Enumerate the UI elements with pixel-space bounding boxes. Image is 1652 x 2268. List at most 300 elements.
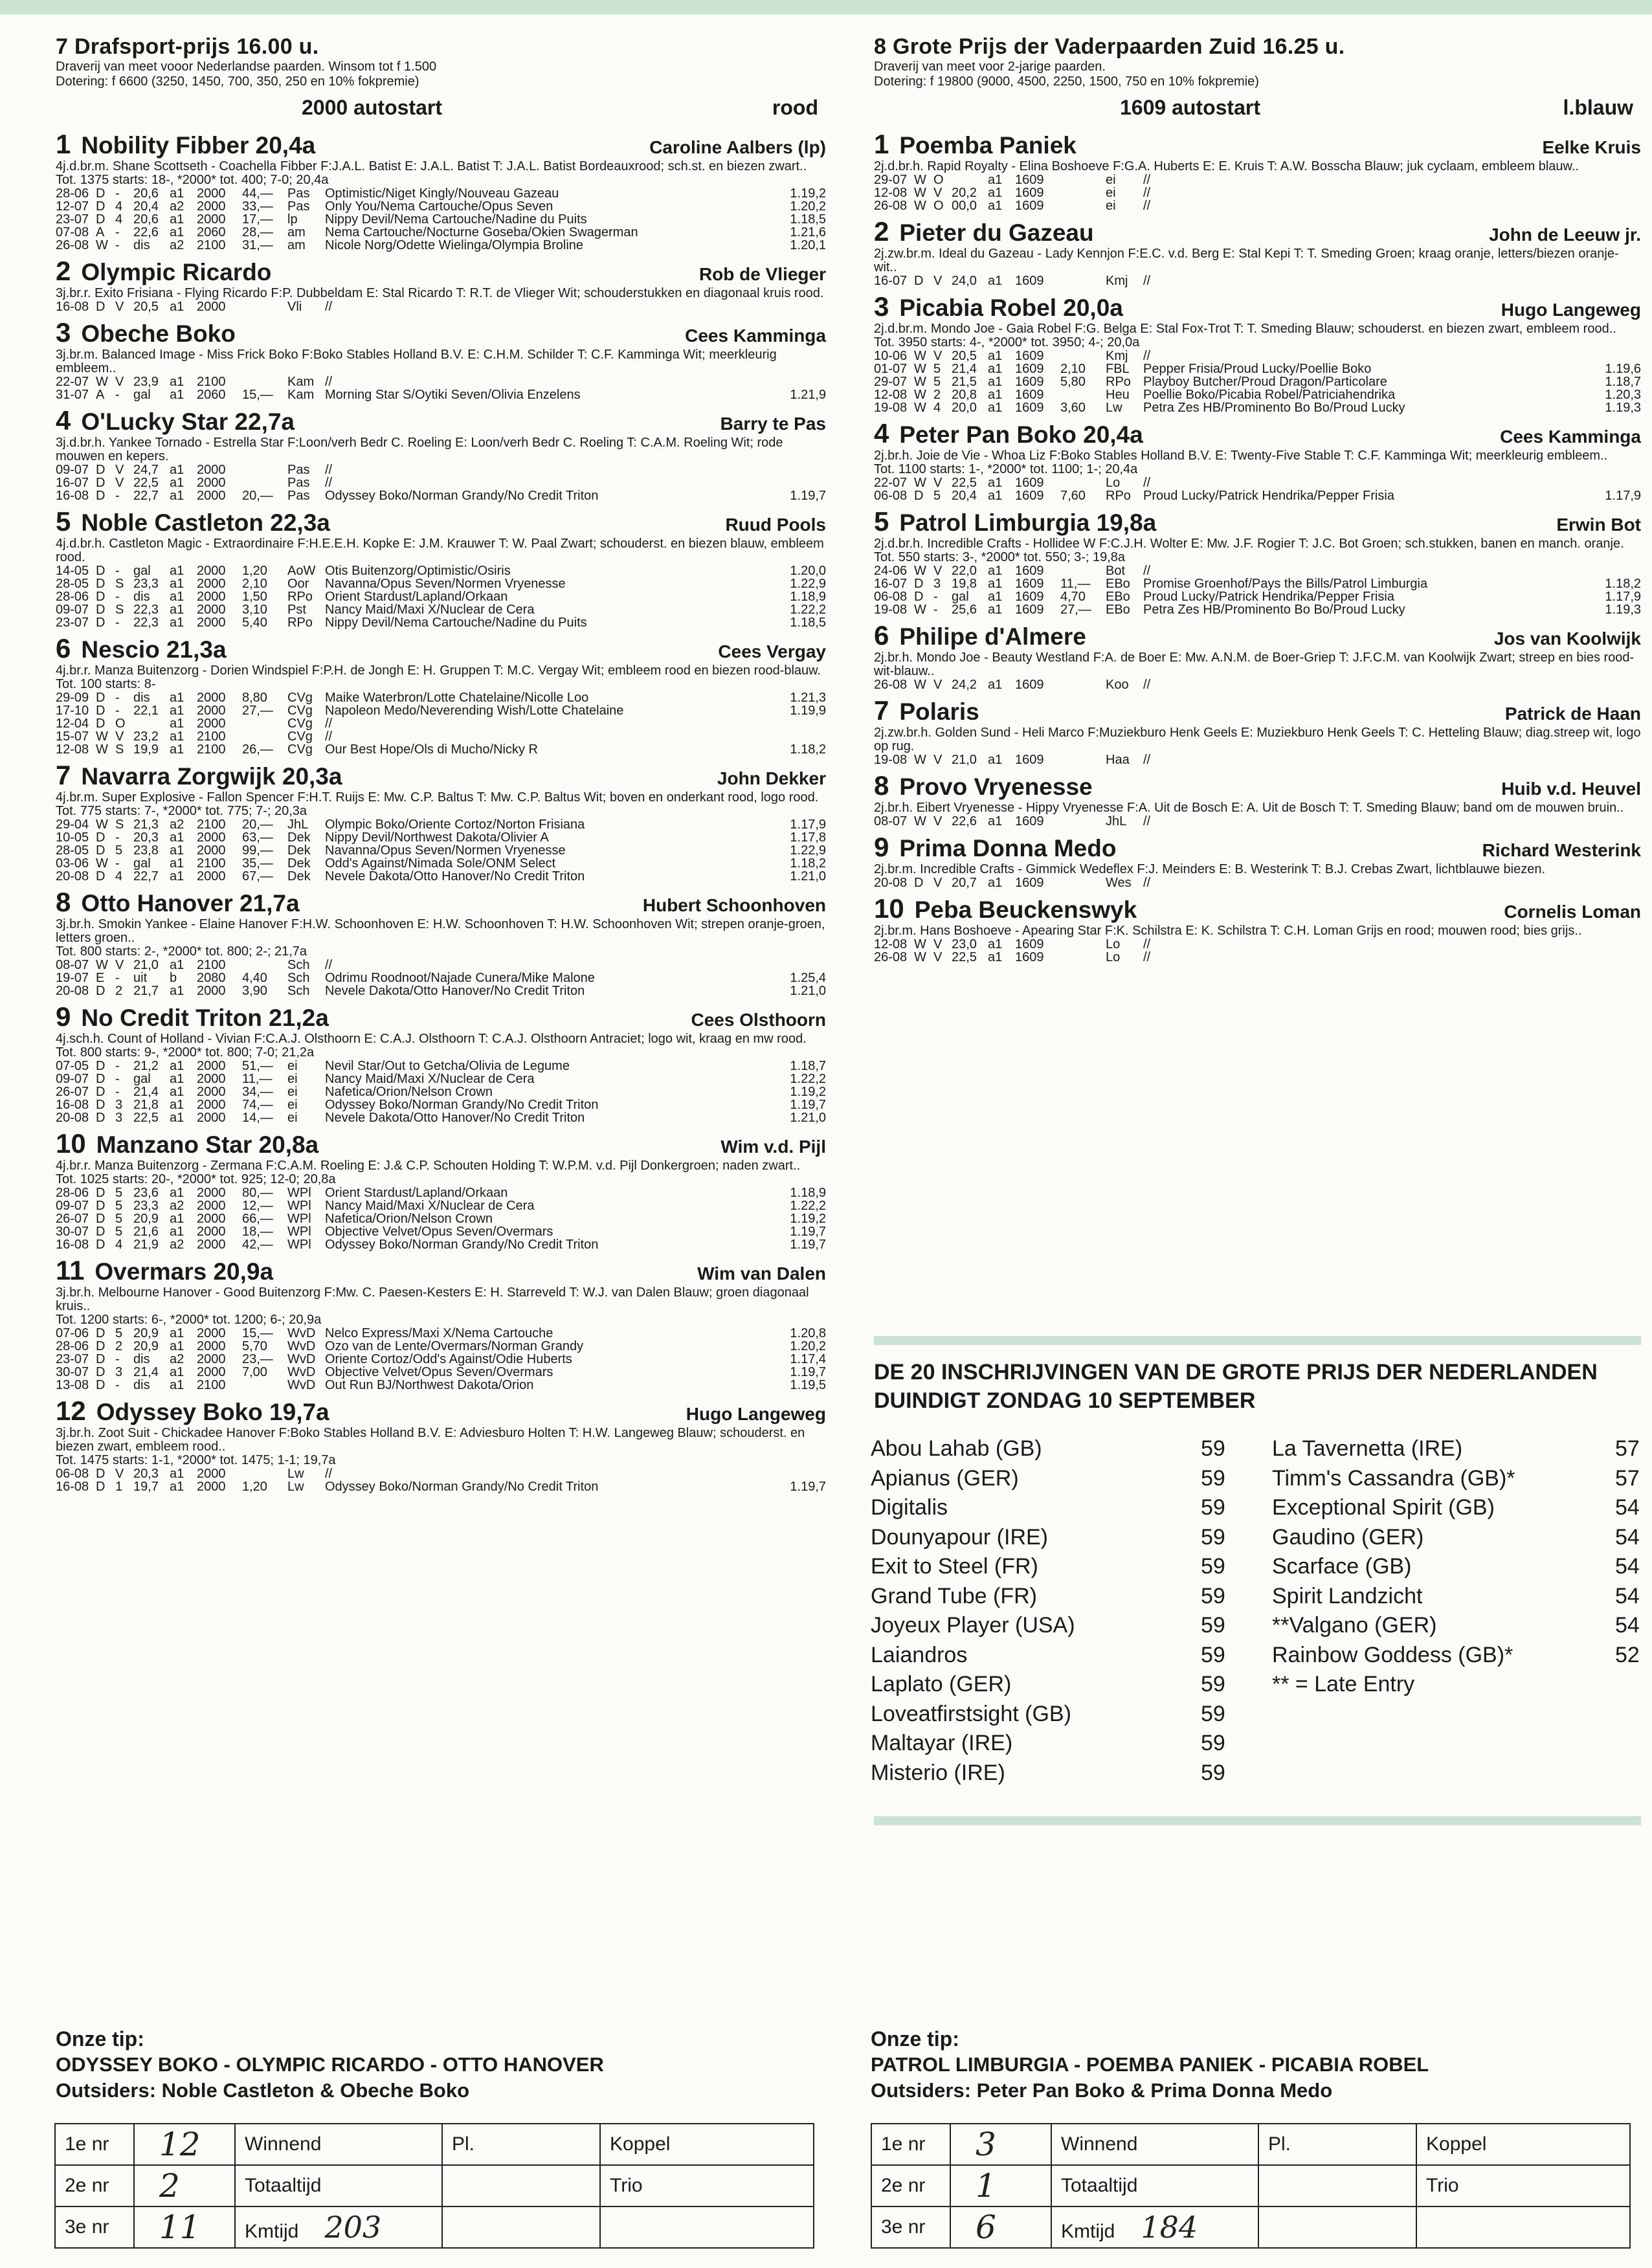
horse-name-text: Polaris	[899, 698, 979, 725]
pp-cell	[1060, 186, 1106, 199]
pp-cell: 06-08	[56, 1467, 89, 1481]
pp-cell	[1589, 199, 1641, 212]
pp-cell: 2000	[197, 843, 226, 858]
pp-cell: V	[115, 958, 124, 972]
pp-cell: V	[933, 814, 943, 828]
horse-number: 3	[56, 317, 71, 348]
past-performance-row	[874, 876, 1641, 889]
past-performance-table	[56, 1060, 826, 1124]
pp-cell: W	[914, 950, 926, 964]
pp-cell: //	[1143, 173, 1151, 187]
past-performance-table	[56, 691, 826, 756]
pp-cell: 1,20	[242, 564, 267, 578]
pp-cell: lp	[287, 212, 298, 227]
pp-cell: a1	[988, 678, 1003, 692]
grid-pl[interactable]: Pl.	[1258, 2124, 1416, 2165]
pp-cell: Our Best Hope/Ols di Mucho/Nicky R	[325, 742, 538, 757]
pp-cell: -	[115, 1352, 120, 1366]
pp-cell: 1.18,7	[1605, 375, 1641, 389]
past-performance-row	[56, 1085, 826, 1098]
pp-cell: W	[914, 362, 926, 376]
entry-header	[56, 634, 826, 664]
pp-cell: 2000	[197, 476, 226, 490]
past-performance-row	[56, 564, 826, 577]
entry-header	[56, 257, 826, 287]
past-performance-row	[56, 1480, 826, 1493]
pp-cell: WPl	[287, 1212, 311, 1226]
past-performance-row	[874, 951, 1641, 964]
pp-cell: -	[115, 616, 120, 630]
pp-cell: 26-08	[874, 950, 908, 964]
grid-empty[interactable]	[1416, 2207, 1630, 2248]
pp-cell: V	[933, 186, 943, 200]
horse-name-text: Nescio 21,3a	[81, 636, 227, 663]
pp-cell: 67,—	[242, 869, 273, 884]
past-performance-row	[874, 274, 1641, 287]
pp-cell: Proud Lucky/Patrick Hendrika/Pepper Frisia	[1143, 590, 1394, 604]
race-8-start-info	[874, 96, 1641, 120]
pp-cell: Objective Velvet/Opus Seven/Overmars	[325, 1225, 553, 1239]
grid-pick-3[interactable]: 6	[950, 2207, 1051, 2248]
pp-cell: 1.19,5	[790, 1378, 826, 1392]
pp-cell: 23,8	[133, 843, 159, 858]
pp-cell: 28-06	[56, 1186, 89, 1200]
pp-cell: 17,—	[242, 212, 273, 227]
pp-cell: 1.21,0	[790, 1111, 826, 1125]
pp-cell: 2000	[197, 300, 226, 314]
grid-koppel[interactable]: Koppel	[600, 2124, 814, 2165]
pp-cell: Odrimu Roodnoot/Najade Cunera/Mike Malone	[325, 971, 595, 985]
pp-cell: 22,6	[133, 225, 159, 239]
entry-horse: Exceptional Spirit (GB)	[1272, 1495, 1495, 1520]
pp-cell: 3	[115, 1098, 123, 1112]
pp-cell: D	[96, 300, 106, 314]
entry-row	[1272, 1523, 1652, 1553]
pp-cell: 16-07	[874, 577, 908, 591]
horse-entry	[874, 507, 1641, 616]
pp-cell: a1	[988, 362, 1003, 376]
pp-cell: 28,—	[242, 225, 273, 239]
past-performance-row	[56, 972, 826, 984]
pp-cell: Petra Zes HB/Prominento Bo Bo/Proud Lucky	[1143, 401, 1405, 415]
horse-name-text: Odyssey Boko 19,7a	[96, 1399, 329, 1425]
pp-cell: 5	[933, 362, 941, 376]
pp-cell	[1060, 173, 1106, 186]
pp-cell: 21,3	[133, 817, 159, 832]
pp-cell: Nelco Express/Maxi X/Nema Cartouche	[325, 1326, 553, 1340]
pp-cell: 19-08	[874, 753, 908, 767]
pp-cell: a1	[988, 274, 1003, 288]
horse-number: 4	[56, 405, 71, 436]
past-performance-row	[56, 1467, 826, 1480]
pp-cell: 1.22,2	[790, 1072, 826, 1086]
pp-cell: D	[96, 199, 106, 214]
pp-cell: D	[914, 577, 924, 591]
pp-cell: 2000	[197, 212, 226, 227]
pp-cell: a1	[988, 950, 1003, 964]
pp-cell: 29-07	[874, 173, 908, 187]
grid-empty[interactable]	[1258, 2165, 1416, 2207]
driver-name: John Dekker	[717, 768, 826, 788]
entry-header	[874, 130, 1641, 160]
horse-number: 12	[56, 1395, 86, 1426]
pp-cell: 1.19,7	[790, 1238, 826, 1252]
tip-picks: ODYSSEY BOKO - OLYMPIC RICARDO - OTTO HANOVER	[56, 2053, 604, 2076]
pp-cell: W	[914, 173, 926, 187]
entry-header	[874, 419, 1641, 449]
pp-cell: 1609	[1015, 349, 1044, 363]
horse-name-text: Poemba Paniek	[899, 132, 1077, 159]
pp-cell: D	[96, 186, 106, 201]
pp-cell: 2000	[197, 830, 226, 845]
entry-weight: 59	[1201, 1642, 1225, 1667]
pp-cell: W	[914, 349, 926, 363]
pp-cell: ei	[287, 1059, 298, 1073]
race-8-purse: Dotering: f 19800 (9000, 4500, 2250, 1500, 750 en 10% fokpremie)	[874, 74, 1259, 89]
pp-cell: //	[325, 375, 333, 389]
pp-cell: 20,—	[242, 489, 273, 503]
past-performance-row	[874, 603, 1641, 616]
pp-cell: a1	[170, 1212, 184, 1226]
pp-cell: W	[96, 817, 108, 832]
entry-horse: Grand Tube (FR)	[871, 1583, 1037, 1608]
grid-empty[interactable]	[1258, 2207, 1416, 2248]
race-8-title: 8 Grote Prijs der Vaderpaarden Zuid 16.25 u.	[874, 34, 1345, 59]
pp-cell: 2000	[197, 869, 226, 884]
pp-cell: 2000	[197, 691, 226, 705]
pp-cell: 1.21,0	[790, 984, 826, 998]
entry-horse: Dounyapour (IRE)	[871, 1524, 1049, 1550]
pp-cell: 2080	[197, 971, 226, 985]
grid-trio[interactable]: Trio	[1416, 2165, 1630, 2207]
pp-cell: 1609	[1015, 678, 1044, 692]
pp-cell: gal	[133, 388, 151, 402]
pp-cell	[774, 300, 826, 313]
pp-cell: D	[96, 984, 106, 998]
pp-cell: 22,5	[952, 950, 977, 964]
pp-cell: CVg	[287, 729, 313, 744]
pp-cell: 20-08	[56, 869, 89, 884]
pp-cell: 22,6	[952, 814, 977, 828]
pp-cell: WPl	[287, 1199, 311, 1213]
pp-cell: W	[96, 729, 108, 744]
pp-cell	[1589, 564, 1641, 577]
pp-cell: V	[933, 564, 943, 578]
pp-cell: 8,80	[242, 691, 267, 705]
pp-cell	[774, 476, 826, 489]
pp-cell: //	[325, 717, 333, 731]
pp-cell: 22,7	[133, 489, 159, 503]
horse-entry	[56, 634, 826, 756]
pp-cell: 3,90	[242, 984, 267, 998]
pp-cell: //	[325, 729, 333, 744]
pp-cell: 2000	[197, 564, 226, 578]
pp-cell: V	[115, 1467, 124, 1481]
pp-cell: a1	[988, 349, 1003, 363]
horse-pedigree: 2j.br.h. Joie de Vie - Whoa Liz F:Boko Stables Holland B.V. E: Twenty-Five Stable T: C.F. Kamminga Wit; meerkleurig embleem..	[874, 449, 1608, 463]
entry-row	[1272, 1582, 1652, 1612]
pp-cell: D	[96, 463, 106, 477]
pp-cell: 2000	[197, 717, 226, 731]
pp-cell: Nancy Maid/Maxi X/Nuclear de Cera	[325, 603, 535, 617]
entry-weight: 54	[1615, 1554, 1640, 1579]
pp-cell: a1	[988, 173, 1003, 187]
pp-cell: 11,—	[1060, 577, 1091, 591]
pp-cell: a2	[170, 1199, 184, 1213]
pp-cell: 1609	[1015, 753, 1044, 767]
pp-cell: 01-07	[874, 362, 908, 376]
horse-pedigree: 2j.br.h. Mondo Joe - Beauty Westland F:A. de Boer E: Mw. A.N.M. de Boer-Griep T: J.F.C.M. van Koolwijk Zwart; streep en bies rood-wit-blauw..	[874, 650, 1635, 678]
pp-cell: 1.19,7	[790, 489, 826, 503]
entry-weight: 52	[1615, 1642, 1640, 1667]
grid-pick-1[interactable]: 12	[134, 2124, 235, 2165]
past-performance-table	[56, 1467, 826, 1493]
pp-cell: A	[96, 225, 105, 239]
race-7-distance: 2000 autostart	[302, 96, 442, 119]
pp-cell: D	[96, 1480, 106, 1494]
entry-header	[56, 1129, 826, 1159]
pp-cell: 2000	[197, 1085, 226, 1099]
entry-row	[871, 1700, 1240, 1729]
horse-entry	[874, 130, 1641, 212]
pp-cell: Odyssey Boko/Norman Grandy/No Credit Triton	[325, 1480, 599, 1494]
past-performance-table	[874, 274, 1641, 287]
entry-horse: Apianus (GER)	[871, 1465, 1019, 1491]
pp-cell: Navanna/Opus Seven/Normen Vryenesse	[325, 577, 566, 591]
pp-cell: 2100	[197, 375, 226, 389]
horse-name	[56, 406, 295, 436]
pp-cell: a1	[170, 691, 184, 705]
pp-cell: 5,40	[242, 616, 267, 630]
pp-cell: a1	[170, 564, 184, 578]
entry-horse: Maltayar (IRE)	[871, 1731, 1013, 1755]
horse-name-text: Noble Castleton 22,3a	[81, 509, 330, 536]
duindigt-right-list	[1272, 1434, 1652, 1700]
horse-pedigree: 3j.br.h. Smokin Yankee - Elaine Hanover F:H.W. Schoonhoven E: H.W. Schoonhoven T: H.W. Schoonhoven Wit; strepen oranje-groen, letters groen..	[56, 917, 825, 945]
horse-entry	[56, 1397, 826, 1493]
pp-cell: //	[1143, 349, 1151, 363]
pp-cell: S	[115, 577, 124, 591]
pp-cell: 4	[115, 869, 123, 884]
horse-pedigree: 4j.d.br.m. Shane Scottseth - Coachella Fibber F:J.A.L. Batist E: J.A.L. Batist T: J.A.L. Batist Bordeauxrood; sch.st. en biezen zwart..	[56, 159, 807, 173]
grid-empty[interactable]	[442, 2207, 600, 2248]
pp-cell: 2000	[197, 1098, 226, 1112]
pp-cell: -	[115, 489, 120, 503]
grid-kmtijd[interactable]	[1051, 2207, 1258, 2248]
pp-cell: 5	[115, 1212, 123, 1226]
grid-koppel[interactable]: Koppel	[1416, 2124, 1630, 2165]
pp-cell: Lo	[1106, 950, 1121, 964]
pp-cell: 1.17,9	[790, 817, 826, 832]
grid-totaaltijd[interactable]: Totaaltijd	[235, 2165, 442, 2207]
grid-winnend[interactable]: Winnend	[1051, 2124, 1258, 2165]
pp-cell: 1.20,1	[790, 238, 826, 252]
grid-pick-2[interactable]: 1	[950, 2165, 1051, 2207]
pp-cell: 06-08	[874, 489, 908, 503]
horse-pedigree: 4j.br.r. Manza Buitenzorg - Dorien Windspiel F:P.H. de Jongh E: H. Gruppen T: M.C. Vergay Wit; embleem rood en biezen rood-blauw.	[56, 663, 821, 678]
pp-cell: Odyssey Boko/Norman Grandy/No Credit Triton	[325, 1238, 599, 1252]
horse-name	[56, 257, 271, 287]
pp-cell: 1609	[1015, 173, 1044, 187]
entry-header	[56, 406, 826, 436]
pp-cell: 16-07	[56, 476, 89, 490]
past-performance-table	[874, 564, 1641, 616]
pp-cell: Dek	[287, 830, 311, 845]
pp-cell: 20,4	[952, 489, 977, 503]
tip-outsiders: Outsiders: Peter Pan Boko & Prima Donna Medo	[871, 2079, 1333, 2102]
pp-cell: 1609	[1015, 564, 1044, 578]
pp-cell: V	[933, 876, 943, 890]
grid-totaaltijd[interactable]: Totaaltijd	[1051, 2165, 1258, 2207]
entry-horse: Scarface (GB)	[1272, 1554, 1412, 1579]
pp-cell: 63,—	[242, 830, 273, 845]
past-performance-table	[874, 938, 1641, 964]
pp-cell: V	[933, 349, 943, 363]
tip-picks: PATROL LIMBURGIA - POEMBA PANIEK - PICABIA ROBEL	[871, 2053, 1429, 2076]
pp-cell: Lo	[1106, 476, 1121, 490]
entry-weight: 59	[1201, 1672, 1225, 1696]
horse-number: 7	[874, 695, 889, 726]
pp-cell: //	[1143, 678, 1151, 692]
pp-cell: 1.19,3	[1605, 603, 1641, 617]
race-8-color: l.blauw	[1563, 96, 1633, 119]
pp-cell: 1.17,8	[790, 830, 826, 845]
pp-cell: Oriente Cortoz/Odd's Against/Odie Huberts	[325, 1352, 572, 1366]
horse-name	[874, 293, 1123, 322]
pp-cell: 09-07	[56, 1072, 89, 1086]
horse-name	[56, 761, 342, 791]
duindigt-left-list	[871, 1434, 1240, 1788]
grid-winnend[interactable]: Winnend	[235, 2124, 442, 2165]
pp-cell: 7,60	[1060, 489, 1086, 503]
pp-cell: //	[325, 476, 333, 490]
past-performance-table	[874, 678, 1641, 691]
pp-cell: Sch	[287, 971, 310, 985]
horse-pedigree: 4j.br.m. Super Explosive - Fallon Spencer F:H.T. Ruijs E: Mw. C.P. Baltus T: Mw. C.P. Baltus Wit; boven en onderkant rood, logo rood.	[56, 790, 819, 805]
grid-empty[interactable]	[600, 2207, 814, 2248]
pp-cell: 20-08	[56, 984, 89, 998]
past-performance-row	[874, 199, 1641, 212]
pp-cell: //	[1143, 199, 1151, 213]
entry-horse: La Tavernetta (IRE)	[1272, 1436, 1463, 1461]
pp-cell: O	[933, 199, 944, 213]
pp-cell: 1.18,7	[790, 1059, 826, 1073]
horse-name	[56, 1397, 329, 1427]
pp-cell: 66,—	[242, 1212, 273, 1226]
pp-cell: Nancy Maid/Maxi X/Nuclear de Cera	[325, 1072, 535, 1086]
pp-cell	[774, 730, 826, 743]
pp-cell	[1060, 753, 1106, 766]
pp-cell: D	[96, 1111, 106, 1125]
horse-record: Tot. 1475 starts: 1-1, *2000* tot. 1475; 1-1; 19,7a	[56, 1453, 336, 1467]
entry-horse: Timm's Cassandra (GB)*	[1272, 1465, 1515, 1491]
pp-cell: 29-07	[874, 375, 908, 389]
driver-name: Huib v.d. Heuvel	[1501, 779, 1641, 799]
past-performance-table	[56, 300, 826, 313]
horse-pedigree: 3j.br.m. Balanced Image - Miss Frick Boko F:Boko Stables Holland B.V. E: C.H.M. Schilder T: C.F. Kamminga Wit; meerkleurig embleem..	[56, 348, 777, 375]
horse-record: Tot. 1100 starts: 1-, *2000* tot. 1100; 1-; 20,4a	[874, 462, 1138, 476]
horse-entry	[874, 293, 1641, 414]
horse-name-text: Prima Donna Medo	[899, 835, 1117, 862]
pp-cell	[1060, 388, 1106, 401]
pp-cell: 5	[115, 843, 123, 858]
grid-pl[interactable]: Pl.	[442, 2124, 600, 2165]
grid-pick-3[interactable]: 11	[134, 2207, 235, 2248]
pp-cell: 1,50	[242, 590, 267, 604]
grid-trio[interactable]: Trio	[600, 2165, 814, 2207]
grid-pick-1[interactable]: 3	[950, 2124, 1051, 2165]
pp-cell: ei	[1106, 186, 1116, 200]
horse-number: 5	[56, 506, 71, 537]
pp-cell: dis	[133, 1378, 150, 1392]
duindigt-title-line2: DUINDIGT ZONDAG 10 SEPTEMBER	[874, 1388, 1256, 1413]
pp-cell: Only You/Nema Cartouche/Opus Seven	[325, 199, 553, 214]
entry-horse: Spirit Landzicht	[1272, 1583, 1423, 1608]
pp-cell	[1589, 951, 1641, 964]
pp-cell: V	[115, 463, 124, 477]
pp-cell: Lw	[1106, 401, 1122, 415]
past-performance-row	[56, 1199, 826, 1212]
divider-bar-top	[874, 1336, 1641, 1345]
pp-cell: Nancy Maid/Maxi X/Nuclear de Cera	[325, 1199, 535, 1213]
horse-name-text: Navarra Zorgwijk 20,3a	[81, 763, 342, 790]
pp-cell: V	[933, 274, 943, 288]
horse-name-text: Overmars 20,9a	[95, 1258, 274, 1285]
past-performance-row	[56, 590, 826, 603]
pp-cell	[952, 173, 988, 186]
pp-cell: 1.18,5	[790, 616, 826, 630]
entry-weight: 59	[1201, 1465, 1225, 1491]
pp-cell: D	[96, 1339, 106, 1353]
entry-header	[874, 895, 1641, 924]
entry-row	[1272, 1641, 1652, 1671]
past-performance-row	[56, 226, 826, 239]
pp-cell: 5	[115, 1199, 123, 1213]
pp-cell: //	[325, 958, 333, 972]
race-8-conditions: Draverij van meet voor 2-jarige paarden.	[874, 60, 1106, 74]
pp-cell: EBo	[1106, 590, 1130, 604]
past-performance-row	[56, 375, 826, 388]
pp-cell: D	[96, 704, 106, 718]
pp-cell: Odd's Against/Nimada Sole/ONM Select	[325, 856, 556, 871]
pp-cell: -	[115, 1059, 120, 1073]
pp-cell: FBL	[1106, 362, 1130, 376]
grid-label-3e: 3e nr	[871, 2207, 950, 2248]
pp-cell: 1.17,4	[790, 1352, 826, 1366]
pp-cell: Kmj	[1106, 274, 1128, 288]
entry-horse: Laiandros	[871, 1642, 968, 1667]
pp-cell: 5,80	[1060, 375, 1086, 389]
grid-pick-2[interactable]: 2	[134, 2165, 235, 2207]
pp-cell: a1	[170, 717, 184, 731]
pp-cell: 1.21,6	[790, 225, 826, 239]
pp-cell: a1	[170, 704, 184, 718]
pp-cell: 2000	[197, 199, 226, 214]
pp-cell: 44,—	[242, 186, 273, 201]
past-performance-row	[56, 388, 826, 401]
entry-horse: Joyeux Player (USA)	[871, 1613, 1075, 1638]
pp-cell: W	[914, 678, 926, 692]
pp-cell: 1.19,7	[790, 1098, 826, 1112]
horse-pedigree: 4j.d.br.h. Castleton Magic - Extraordinaire F:H.E.E.H. Kopke E: J.M. Krauwer T: W. Paal Zwart; schouderst. en biezen blauw, embleem rood.	[56, 537, 824, 564]
horse-pedigree: 2j.d.br.h. Rapid Royalty - Elina Boshoeve F:G.A. Huberts E: E. Kruis T: A.W. Bosscha Blauw; juk cyclaam, embleem blauw..	[874, 159, 1579, 173]
pp-cell	[1589, 938, 1641, 951]
grid-kmtijd[interactable]	[235, 2207, 442, 2248]
pp-cell: a2	[170, 1238, 184, 1252]
pp-cell: V	[933, 753, 943, 767]
pp-cell: 11,—	[242, 1072, 273, 1086]
grid-empty[interactable]	[442, 2165, 600, 2207]
